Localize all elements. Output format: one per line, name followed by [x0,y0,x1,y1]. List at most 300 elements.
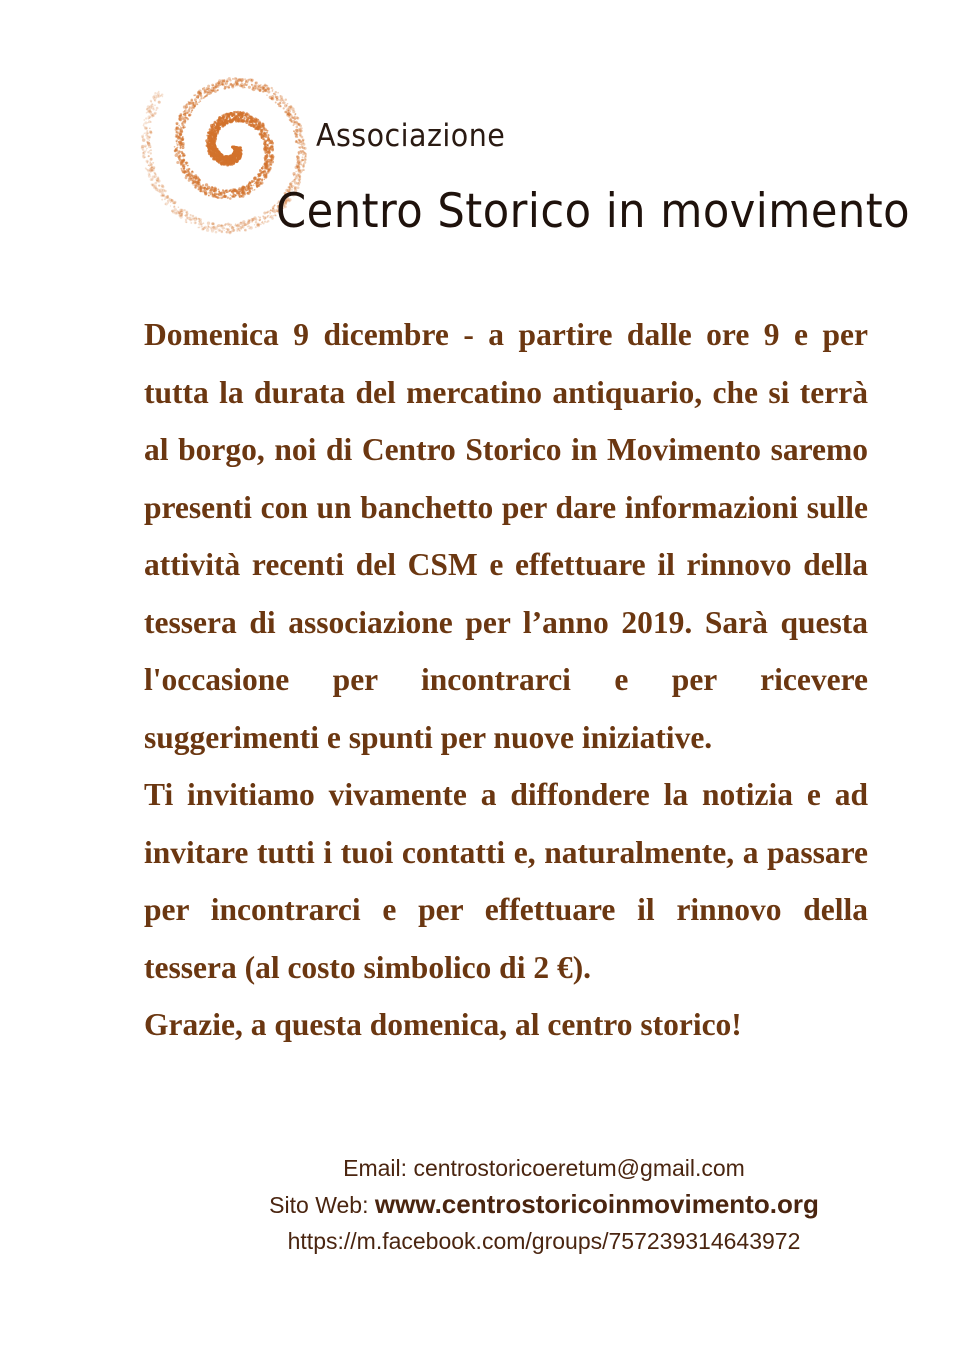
logo-speck [237,158,238,159]
logo-speck [153,167,155,169]
logo-speck [295,129,298,132]
logo-speck [240,222,242,224]
logo-speck [242,193,245,196]
logo-speck [213,226,215,228]
logo-speck [207,92,210,95]
logo-speck [255,226,257,228]
logo-speck [179,141,182,144]
logo-speck [144,132,146,134]
logo-speck [234,157,236,159]
logo-speck [302,154,304,156]
logo-speck [199,220,202,223]
logo-speck [215,84,217,86]
logo-speck [213,149,216,152]
logo-speck [229,161,232,164]
logo-speck [289,113,291,115]
logo-speck [251,79,253,81]
logo-speck [213,87,215,89]
logo-speck [266,221,268,223]
logo-speck [212,137,214,139]
logo-speck [276,96,278,98]
logo-speck [285,111,287,113]
logo-speck [201,224,203,226]
logo-speck [181,169,183,171]
logo-speck [192,180,194,182]
logo-speck [210,135,211,136]
logo-speck [182,123,183,124]
logo-speck [184,153,185,154]
logo-speck [231,191,232,192]
logo-speck [144,145,147,148]
logo-speck [255,88,256,89]
logo-speck [298,163,300,165]
logo-speck [210,155,212,157]
logo-speck [151,115,154,118]
logo-speck [148,164,150,166]
logo-speck [253,119,256,122]
logo-speck [296,126,299,129]
logo-speck [266,216,268,218]
logo-speck [180,162,183,165]
logo-speck [236,147,239,150]
logo-speck [182,118,184,120]
logo-speck [153,108,155,110]
logo-speck [211,230,214,233]
logo-speck [180,154,182,156]
logo-speck [161,185,164,188]
logo-speck [289,118,292,121]
logo-speck [178,214,180,216]
logo-speck [163,195,166,198]
logo-speck [266,161,268,163]
logo-speck [192,176,194,178]
announcement-paragraph: Ti invitiamo vivamente a diffondere la notizia e ad invitare tutti i tuoi contatti e, naturalmente, a passare per incontrarci e per effettuare il rinnovo della tessera (al costo simbolico di 2 €). [144,777,868,985]
logo-speck [224,224,226,226]
logo-speck [263,87,265,89]
logo-speck [176,147,178,149]
logo-speck [153,186,156,189]
logo-speck [149,161,151,163]
logo-speck [259,89,262,92]
logo-speck [253,184,254,185]
logo-speck [174,146,176,148]
announcement-paragraph: Domenica 9 dicembre - a partire dalle ore 9 e per tutta la durata del mercatino antiquario, che si terrà al borgo, noi di Centro Storico in Movimento saremo presenti con un banchetto per dare informazioni sulle attività recenti del CSM e effettuare il rinnovo della tessera di associazione per l’anno 2019. Sarà questa l'occasione per incontrarci e per ricevere suggerimenti e spunti per nuove iniziative. [144,317,868,755]
logo-speck [211,126,213,128]
closing-line: Grazie, a questa domenica, al centro storico! [144,1007,742,1042]
logo-speck [182,146,185,149]
logo-speck [248,86,251,89]
logo-speck [281,98,283,100]
logo-speck [203,187,206,190]
logo-speck [194,184,197,187]
logo-speck [239,150,240,151]
logo-speck [265,140,267,142]
logo-speck [286,105,288,107]
logo-speck [179,212,180,213]
logo-speck [296,133,298,135]
logo-speck [228,162,230,164]
logo-speck [198,184,201,187]
logo-speck [270,145,273,148]
logo-speck [193,95,195,97]
logo-speck [213,123,215,125]
logo-speck [185,117,187,119]
logo-speck [200,95,202,97]
logo-speck [266,144,268,146]
logo-speck [295,136,297,138]
logo-speck [238,228,241,231]
logo-speck [223,163,226,166]
logo-speck [215,122,217,124]
logo-speck [267,166,268,167]
logo-speck [214,192,217,195]
logo-speck [173,201,176,204]
logo-speck [220,225,223,228]
logo-speck [182,160,184,162]
logo-speck [176,131,178,133]
logo-speck [267,87,270,90]
logo-speck [174,149,177,152]
logo-speck [193,106,195,108]
logo-speck [207,85,210,88]
logo-speck [185,163,186,164]
logo-speck [220,194,221,195]
logo-speck [271,97,274,100]
logo-speck [151,183,153,185]
logo-speck [234,188,236,190]
logo-speck [161,195,162,196]
logo-speck [303,163,304,164]
logo-speck [244,229,246,231]
logo-speck [244,83,246,85]
logo-speck [218,83,220,85]
logo-speck [224,227,225,228]
logo-speck [264,152,265,153]
logo-speck [232,84,235,87]
logo-speck [198,102,200,104]
logo-speck [248,225,250,227]
logo-speck [254,224,255,225]
logo-speck [239,230,241,232]
logo-speck [220,230,223,233]
logo-speck [215,126,218,129]
logo-speck [263,171,265,173]
logo-speck [196,101,197,102]
logo-speck [180,147,182,149]
logo-speck [214,90,217,93]
logo-speck [189,175,192,178]
logo-speck [193,218,194,219]
logo-speck [151,178,153,180]
logo-speck [150,149,152,151]
logo-speck [180,145,182,147]
logo-speck [239,195,241,197]
logo-speck [146,148,148,150]
logo-speck [255,184,257,186]
logo-speck [222,119,224,121]
logo-speck [235,223,237,225]
logo-speck [224,230,225,231]
logo-speck [181,127,183,129]
logo-speck [194,221,197,224]
logo-speck [258,127,260,129]
logo-speck [259,220,261,222]
logo-speck [257,86,258,87]
logo-speck [250,117,253,120]
logo-speck [299,172,300,173]
logo-speck [271,87,273,89]
logo-speck [229,197,232,200]
logo-speck [243,117,245,119]
logo-speck [185,212,187,214]
logo-speck [260,87,262,89]
logo-speck [253,126,255,128]
logo-speck [267,134,269,136]
logo-speck [220,154,222,156]
logo-speck [212,148,214,150]
logo-speck [203,222,205,224]
logo-speck [206,142,208,144]
logo-speck [158,91,160,93]
logo-speck [158,184,160,186]
logo-speck [176,140,178,142]
logo-speck [261,132,263,134]
logo-speck [165,202,168,205]
logo-speck [176,135,179,138]
logo-speck [198,89,201,92]
logo-speck [229,120,231,122]
email-label: Email: [343,1155,408,1181]
logo-speck [170,205,171,206]
logo-speck [152,176,155,179]
logo-speck [203,97,205,99]
logo-speck [188,102,191,105]
logo-speck [280,102,281,103]
logo-speck [253,176,256,179]
logo-speck [161,199,163,201]
logo-speck [215,231,218,234]
website-link[interactable]: www.centrostoricoinmovimento.org [374,1189,819,1219]
logo-speck [238,118,241,121]
logo-speck [296,116,299,119]
logo-speck [237,224,240,227]
logo-speck [143,119,145,121]
logo-speck [248,183,250,185]
logo-speck [169,199,170,200]
logo-speck [296,164,298,166]
logo-speck [288,116,290,118]
logo-speck [263,176,265,178]
logo-speck [248,190,251,193]
logo-speck [272,89,273,90]
logo-speck [275,102,277,104]
logo-speck [188,172,191,175]
logo-speck [177,144,179,146]
logo-speck [263,216,266,219]
logo-speck [285,99,287,101]
logo-speck [267,171,268,172]
logo-speck [142,155,145,158]
logo-speck [223,195,226,198]
logo-speck [190,217,191,218]
logo-speck [224,193,225,194]
logo-name: Centro Storico in movimento [276,184,911,239]
logo-speck [211,130,214,133]
facebook-row [184,1223,904,1259]
logo-speck [269,212,271,214]
logo-speck [233,194,236,197]
logo-speck [187,118,189,120]
logo-speck [212,90,213,91]
logo-speck [209,187,211,189]
logo-speck [192,215,195,218]
logo-speck [246,119,249,122]
logo-speck [159,191,162,194]
logo-speck [207,137,208,138]
logo-speck [237,80,239,82]
logo-speck [184,115,186,117]
logo-speck [258,216,259,217]
logo-speck [177,154,178,155]
logo-speck [291,121,292,122]
logo-speck [207,222,210,225]
logo-speck [254,183,255,184]
logo-speck [198,218,200,220]
logo-speck [210,189,213,192]
logo-speck [303,165,305,167]
logo-speck [271,160,274,163]
logo-speck [214,133,217,136]
logo-speck [208,195,210,197]
logo-speck [263,138,265,140]
logo-speck [171,199,174,202]
logo-speck [214,188,217,191]
logo-speck [255,218,257,220]
logo-speck [146,136,149,139]
logo-speck [178,206,179,207]
logo-speck [205,183,208,186]
logo-speck [199,100,201,102]
logo-speck [245,80,247,82]
facebook-link[interactable]: https://m.facebook.com/groups/757239314643972 [287,1228,801,1254]
logo-speck [216,130,217,131]
website-label: Sito Web: [269,1192,369,1218]
logo-speck [259,184,261,186]
logo-speck [184,171,187,174]
announcement-text [144,306,868,1054]
logo-speck [188,114,191,117]
logo-speck [217,90,219,92]
logo-speck [267,138,268,139]
logo-speck [229,231,232,234]
logo-speck [147,155,149,157]
logo-speck [142,137,144,139]
logo-speck [144,150,146,152]
logo-speck [286,108,289,111]
logo-speck [259,217,261,219]
logo-speck [264,84,267,87]
logo-speck [185,104,186,105]
logo-speck [184,120,186,122]
logo-speck [162,189,165,192]
logo-speck [261,172,263,174]
logo-speck [259,180,260,181]
logo-speck [264,220,266,222]
logo-speck [264,128,267,131]
logo-speck [179,133,182,136]
logo-speck [287,113,289,115]
logo-speck [146,149,147,150]
logo-speck [148,115,151,118]
logo-speck [156,180,157,181]
logo-speck [178,125,180,127]
logo-speck [241,188,244,191]
logo-speck [251,84,253,86]
logo-speck [268,215,269,216]
logo-speck [213,136,216,139]
logo-speck [261,167,263,169]
logo-speck [164,198,166,200]
logo-speck [199,99,200,100]
logo-speck [260,122,261,123]
logo-speck [266,173,268,175]
logo-speck [225,83,226,84]
logo-speck [270,167,272,169]
logo-speck [233,147,235,149]
logo-speck [259,85,261,87]
logo-speck [176,142,177,143]
logo-speck [215,153,218,156]
logo-speck [218,191,220,193]
logo-speck [179,137,180,138]
email-address[interactable]: centrostoricoeretum@gmail.com [413,1155,745,1181]
logo-speck [296,176,298,178]
logo-speck [226,78,228,80]
logo-speck [225,190,227,192]
logo-speck [227,228,230,231]
logo-speck [184,110,186,112]
logo-speck [245,114,247,116]
logo-speck [269,153,270,154]
logo-speck [262,91,264,93]
logo-speck [246,84,248,86]
logo-speck [152,103,154,105]
logo-speck [287,103,289,105]
logo-speck [299,147,301,149]
logo-speck [242,85,245,88]
logo-speck [218,188,220,190]
logo-speck [145,167,147,169]
logo-speck [187,217,190,220]
logo-speck [247,192,248,193]
logo-speck [150,167,152,169]
logo-speck [236,159,239,162]
logo-speck [250,187,253,190]
logo-speck [170,202,172,204]
logo-speck [240,116,243,119]
logo-speck [194,98,197,101]
logo-speck [236,155,238,157]
logo-speck [301,163,303,165]
logo-speck [162,96,163,97]
email-row [184,1150,904,1186]
logo-speck [178,141,179,142]
logo-speck [229,226,230,227]
logo-speck [262,221,263,222]
logo-speck [196,95,199,98]
logo-speck [250,120,251,121]
logo-speck [226,116,229,119]
